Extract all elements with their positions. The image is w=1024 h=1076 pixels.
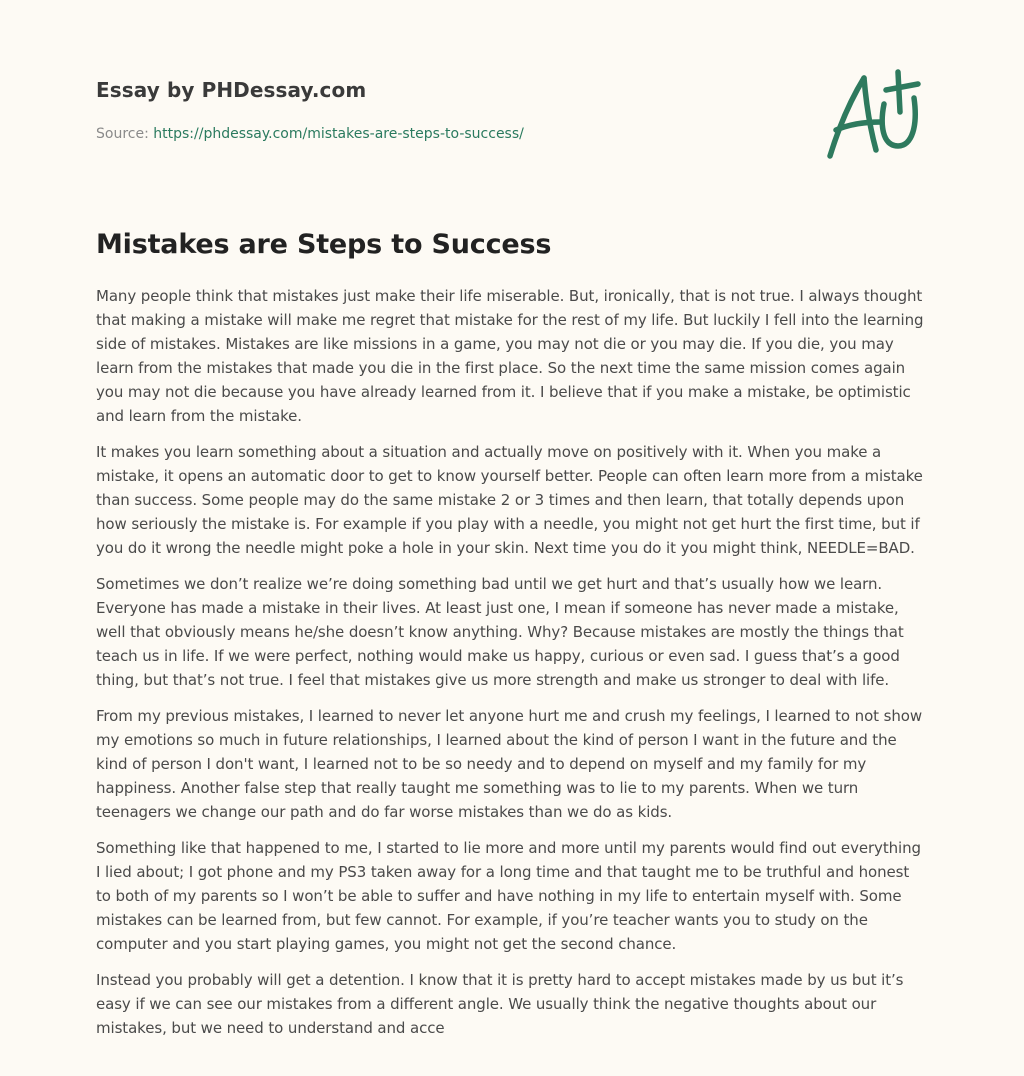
essay-paragraph: Instead you probably will get a detention. I know that it is pretty hard to accept mistakes made by us but it’s easy if we can see our mistakes from a different angle. We usually think the negative thoughts about our mistakes, but we need to understand and acce [96,971,904,1037]
source-label: Source: [96,126,154,142]
essay-paragraph: It makes you learn something about a situation and actually move on positively with it. When you make a mistake, it opens an automatic door to get to know yourself better. People can often learn more from a mistake than success. Some people may do the same mistake 2 or 3 times and then learn, that totally depends upon how seriously the mistake is. For example if you play with a needle, you might not get hurt the first time, but if you do it wrong the needle might poke a hole in your skin. Next time you do it you might think, NEEDLE=BAD. [96,443,923,557]
brand-title: Essay by PHDessay.com [96,78,367,102]
source-line [96,124,796,144]
source-link[interactable]: https://phdessay.com/mistakes-are-steps-to-success/ [153,126,524,142]
essay-paragraph: Sometimes we don’t realize we’re doing something bad until we get hurt and that’s usually how we learn. Everyone has made a mistake in their lives. At least just one, I mean if someone has never made a mistake, well that obviously means he/she doesn’t know anything. Why? Because mistakes are mostly the things that teach us in life. If we were perfect, nothing would make us happy, curious or even sad. I guess that’s a good thing, but that’s not true. I feel that mistakes give us more strength and make us stronger to deal with life. [96,575,904,689]
essay-paragraph: Something like that happened to me, I started to lie more and more until my parents would find out everything I lied about; I got phone and my PS3 taken away for a long time and that taught me to be truthful and honest to both of my parents so I won’t be able to suffer and have nothing in my life to entertain myself with. Some mistakes can be learned from, but few cannot. For example, if you’re teacher wants you to study on the computer and you start playing games, you might not get the second chance. [96,839,921,953]
page-header [96,76,796,144]
essay-paragraph: Many people think that mistakes just make their life miserable. But, ironically, that is not true. I always thought that making a mistake will make me regret that mistake for the rest of my life. But luckily I fell into the learning side of mistakes. Mistakes are like missions in a game, you may not die or you may die. If you die, you may learn from the mistakes that made you die in the first place. So the next time the same mission comes again you may not die because you have already learned from it. I believe that if you make a mistake, be optimistic and learn from the mistake. [96,287,924,425]
a-plus-logo-icon [820,68,930,164]
essay-body [96,284,928,1052]
essay-paragraph: From my previous mistakes, I learned to never let anyone hurt me and crush my feelings, I learned to not show my emotions so much in future relationships, I learned about the kind of person I want in the future and the kind of person I don't want, I learned not to be so needy and to depend on myself and my family for my happiness. Another false step that really taught me something was to lie to my parents. When we turn teenagers we change our path and do far worse mistakes than we do as kids. [96,707,922,821]
essay-title: Mistakes are Steps to Success [96,229,552,260]
